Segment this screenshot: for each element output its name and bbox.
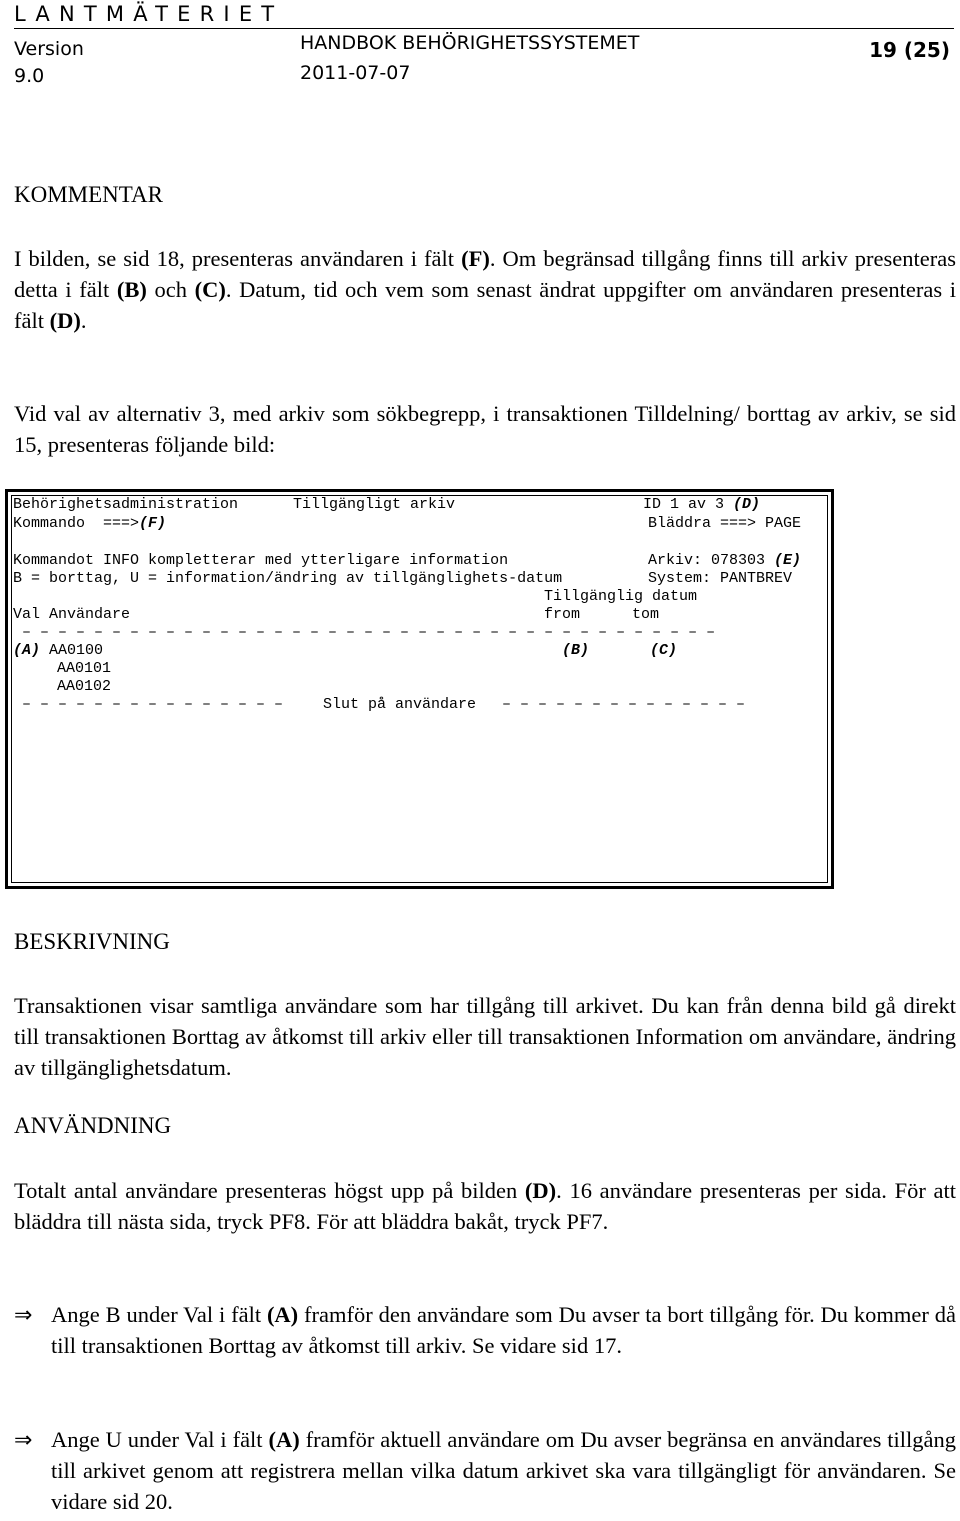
screen-end-dashes-right: – – – – – – – – – – – – – – xyxy=(502,696,746,713)
screen-divider-dashes: – – – – – – – – – – – – – – – – – – – – – – – – – – – – – – – – – – – – – – – xyxy=(22,624,716,641)
screen-end-label: Slut på användare xyxy=(323,696,477,713)
screen-options-text: B = borttag, U = information/ändring av tillgänglighets-datum xyxy=(13,570,563,587)
kommentar-paragraph-2: Vid val av alternativ 3, med arkiv som sökbegrepp, i transaktionen Tilldelning/ borttag av arkiv, se sid 15, presenteras följande bild: xyxy=(14,401,956,457)
kommentar-paragraph-1: I bilden, se sid 18, presenteras användaren i fält (F). Om begränsad tillgång finns till arkiv presenteras detta i fält (B) och (C). Datum, tid och vem som senast ändrat uppgifter om användaren presenteras i fält (D). xyxy=(14,246,956,333)
screen-end-dashes-left: – – – – – – – – – – – – – – – xyxy=(22,696,284,713)
screen-system-name: Behörighetsadministration xyxy=(13,496,239,513)
screen-column-header-tom: tom xyxy=(632,606,660,623)
version-label: Version xyxy=(14,38,84,60)
page-number: 19 (25) xyxy=(869,38,950,62)
field-marker-c: (C) xyxy=(650,642,678,659)
bullet-item-2: Ange U under Val i fält (A) framför aktuell användare om Du avser begränsa en användares tillgång till arkivet genom att registrera mellan vilka datum arkivet ska vara tillgängligt för användaren. Se vidare sid 20. xyxy=(51,1427,956,1514)
field-marker-e: (E) xyxy=(774,552,802,569)
screen-column-header-user: Val Användare xyxy=(13,606,131,623)
screen-title: Tillgängligt arkiv xyxy=(293,496,456,513)
screen-row-3: AA0102 xyxy=(57,678,112,695)
screen-page-command: Bläddra ===> PAGE xyxy=(648,515,802,532)
section-heading-beskrivning: BESKRIVNING xyxy=(14,929,170,954)
brand-logo-text: LANTMÄTERIET xyxy=(14,2,284,26)
screen-info-text: Kommandot INFO kompletterar med ytterligare information xyxy=(13,552,509,569)
field-marker-a: (A) xyxy=(13,642,41,659)
document-date: 2011-07-07 xyxy=(300,62,411,84)
field-marker-d: (D) xyxy=(733,496,761,513)
bullet-item-1: Ange B under Val i fält (A) framför den användare som Du avser ta bort tillgång för. Du kommer då till transaktionen Borttag av åtkomst till arkiv. Se vidare sid 17. xyxy=(51,1302,956,1358)
section-heading-anvandning: ANVÄNDNING xyxy=(14,1113,172,1138)
screen-archive-number: Arkiv: 078303 (E) xyxy=(648,552,802,569)
field-marker-b: (B) xyxy=(562,642,590,659)
screen-row-1: (A) AA0100 xyxy=(13,642,104,659)
section-heading-kommentar: KOMMENTAR xyxy=(14,182,163,207)
screen-row-2: AA0101 xyxy=(57,660,112,677)
terminal-screen xyxy=(5,489,834,889)
screen-system-value: System: PANTBREV xyxy=(648,570,793,587)
field-marker-f: (F) xyxy=(139,515,167,532)
header-rule xyxy=(14,28,954,29)
double-right-arrow-icon: ⇒ xyxy=(14,1428,33,1453)
double-right-arrow-icon: ⇒ xyxy=(14,1303,33,1328)
document-title: HANDBOK BEHÖRIGHETSSYSTEMET xyxy=(300,32,640,54)
screen-column-header-from: from xyxy=(544,606,581,623)
screen-id-count: ID 1 av 3 (D) xyxy=(643,496,761,513)
anvandning-paragraph: Totalt antal användare presenteras högst upp på bilden (D). 16 användare presenteras per sida. För att bläddra till nästa sida, tryck PF8. För att bläddra bakåt, tryck PF7. xyxy=(14,1178,956,1234)
version-number: 9.0 xyxy=(14,65,45,87)
screen-date-group-header: Tillgänglig datum xyxy=(544,588,698,605)
beskrivning-paragraph: Transaktionen visar samtliga användare som har tillgång till arkivet. Du kan från denna bild gå direkt till transaktionen Borttag av åtkomst till arkiv eller till transaktionen Information om användare, ändring av tillgänglighetsdatum. xyxy=(14,993,956,1080)
screen-command-line: Kommando ===>(F) xyxy=(13,515,167,532)
